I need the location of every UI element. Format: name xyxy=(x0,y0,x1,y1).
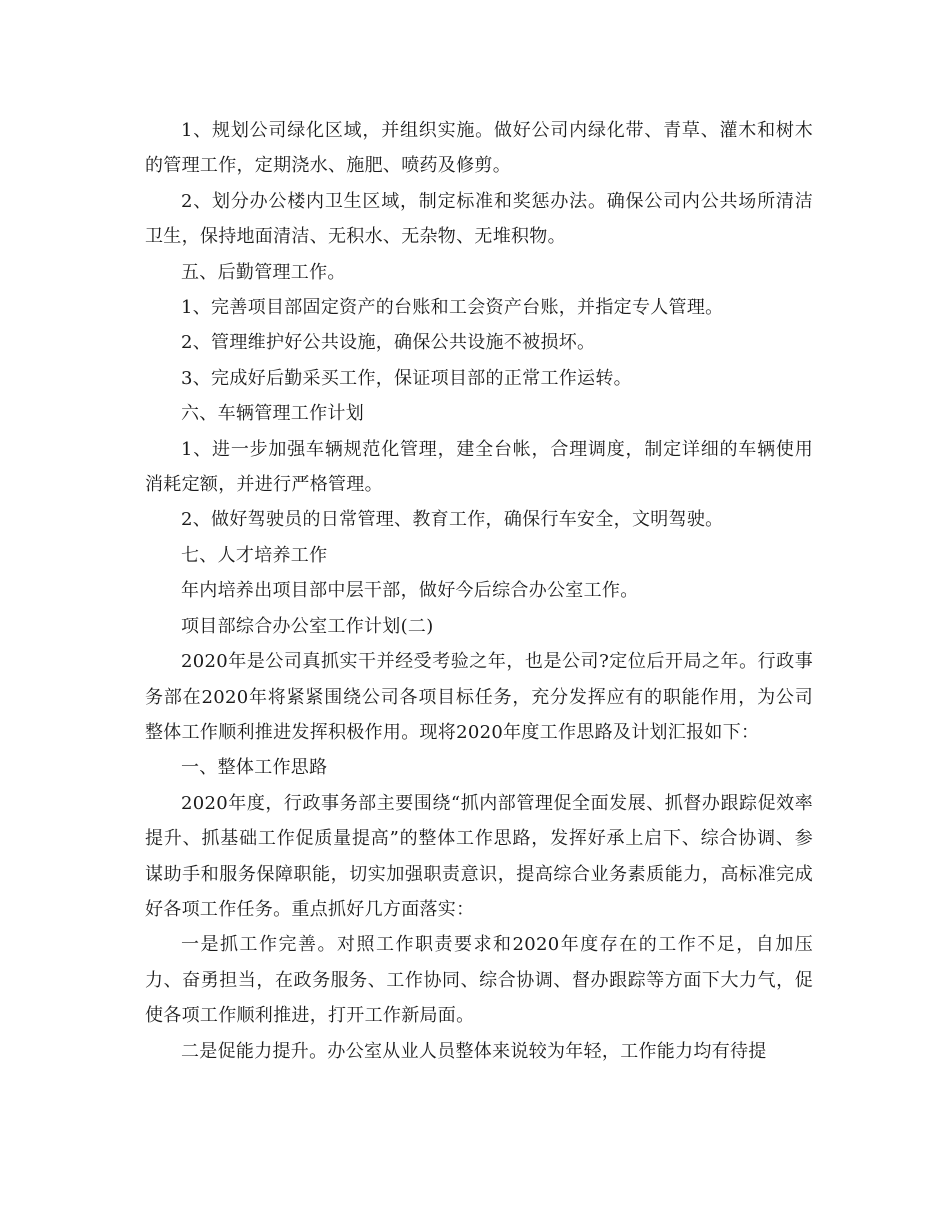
paragraph: 3、完成好后勤采买工作，保证项目部的正常工作运转。 xyxy=(181,367,632,389)
paragraph: 1、进一步加强车辆规范化管理，建全台帐，合理调度，制定详细的车辆使用消耗定额，并进行严格管理。 xyxy=(145,438,813,496)
section-heading: 七、人才培养工作 xyxy=(181,544,328,566)
paragraph: 1、规划公司绿化区域，并组织实施。做好公司内绿化带、青草、灌木和树木的管理工作，定期浇水、施肥、喷药及修剪。 xyxy=(145,120,813,177)
section-heading: 一、整体工作思路 xyxy=(181,757,328,779)
paragraph: 2、做好驾驶员的日常管理、教育工作，确保行车安全，文明驾驶。 xyxy=(181,509,724,531)
paragraph: 一是抓工作完善。对照工作职责要求和2020年度存在的工作不足，自加压力、奋勇担当，在政务服务、工作协同、综合协调、督办跟踪等方面下大力气，促使各项工作顺利推进，打开工作新局面。 xyxy=(145,934,813,1027)
section-heading: 五、后勤管理工作。 xyxy=(181,261,346,283)
paragraph: 2020年度，行政事务部主要围绕“抓内部管理促全面发展、抓督办跟踪促效率提升、抓基础工作促质量提高”的整体工作思路，发挥好承上启下、综合协调、参谋助手和服务保障职能，切实加强职责意识，提高综合业务素质能力，高标准完成好各项工作任务。重点抓好几方面落实： xyxy=(145,792,813,920)
document-body xyxy=(145,113,813,1069)
paragraph: 年内培养出项目部中层干部，做好今后综合办公室工作。 xyxy=(181,580,639,602)
paragraph: 2、管理维护好公共设施，确保公共设施不被损坏。 xyxy=(181,332,596,354)
section-heading: 六、车辆管理工作计划 xyxy=(181,403,364,425)
paragraph: 2、划分办公楼内卫生区域，制定标准和奖惩办法。确保公司内公共场所清洁卫生，保持地面清洁、无积水、无杂物、无堆积物。 xyxy=(145,190,813,248)
paragraph: 2020年是公司真抓实干并经受考验之年，也是公司?定位后开局之年。行政事务部在2020年将紧紧围绕公司各项目标任务，充分发挥应有的职能作用，为公司整体工作顺利推进发挥积极作用。现将2020年度工作思路及计划汇报如下： xyxy=(145,651,813,743)
paragraph: 1、完善项目部固定资产的台账和工会资产台账，并指定专人管理。 xyxy=(181,297,724,319)
paragraph: 二是促能力提升。办公室从业人员整体来说较为年轻，工作能力均有待提 xyxy=(181,1040,767,1062)
document-subtitle: 项目部综合办公室工作计划(二) xyxy=(181,615,434,637)
